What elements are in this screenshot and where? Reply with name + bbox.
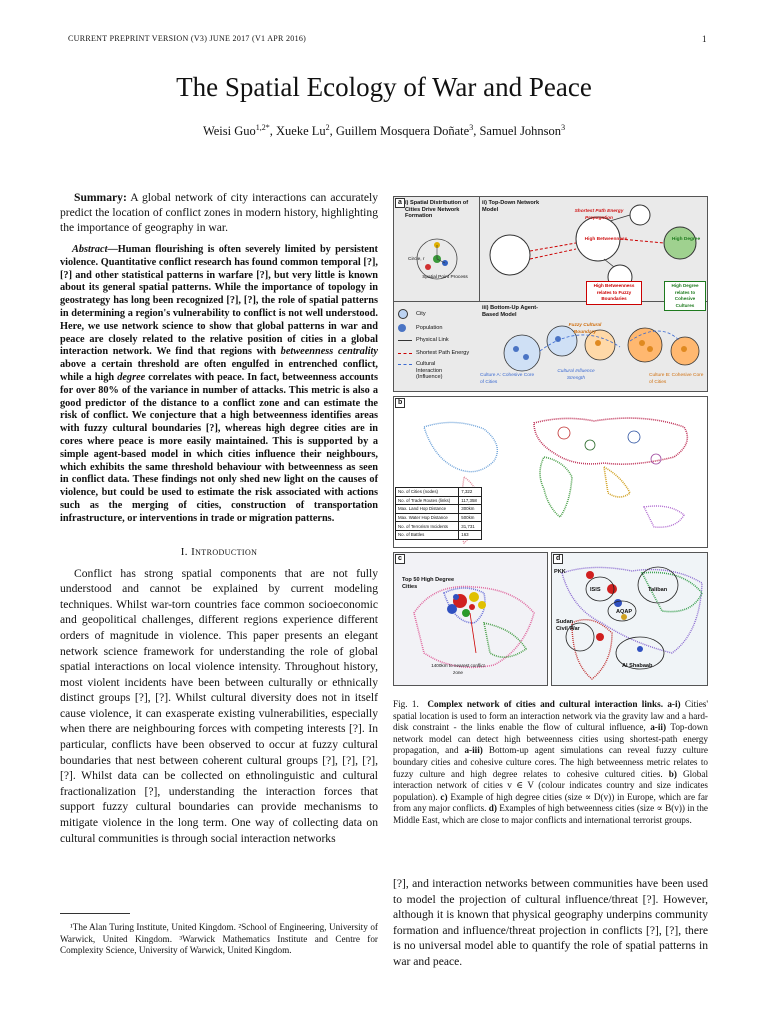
paper-title: The Spatial Ecology of War and Peace <box>176 72 592 102</box>
shortest-path-label: Shortest Path Energy Propagation <box>574 209 624 221</box>
culture-b-label: Culture B: Cohesive Core of Cities <box>649 373 704 385</box>
legend-physical-link: Physical Link <box>398 335 476 345</box>
intro-paragraph: Conflict has strong spatial components that are not fully understood and cannot be explained by current modeling techniques. Whilst war-torn countries face common socioeconomic and geopolitical challenges, different regions experience different orders of magnitude in violence. This paper presents an elegant network science framework for understanding the role of global spatial interactions on local violence intensity. Throughout history, most violent incidents have been between culturally or ethnically distinct groups [?], [?]. Whilst cultural diversity does not in itself cause violence, it can exasperate existing vulnerabilities, especially when there are neighbouring forces with competing interests [?]. In particular, conflicts have been observed to occur at fuzzy cultural boundaries that nest between coherent cultural groups [?], [?], [?], [?]. Whilst data can be collected on ethnolinguistic and cultural fractionalization [?], understanding the interaction forces that support fuzzy cultural boundaries can provide mechanisms to mitigate violence in the long term. One way of collecting data on cultural communities is through social interaction networks <box>60 566 378 845</box>
right-column-paragraph: [?], and interaction networks between communities have been used to model the projection of cultural influence/threat [?]. However, although it is known that physical geography underpins community formation and influence/threat projection in conflicts [?], [?], there is no universal model able to quantify the role of spatial patterns in war and peace. <box>393 877 708 968</box>
stats-row: No. of Cities (nodes) 7,322 <box>396 488 482 497</box>
al-shabaab-label: Al Shabaab <box>622 663 653 669</box>
stats-row: Max. Land Hop Distance 300km <box>396 505 482 514</box>
left-column <box>60 190 378 846</box>
legend-population: Population <box>398 321 476 335</box>
legend-city-icon <box>398 309 408 319</box>
distance-label: 1400km to nearest conflict zone <box>431 663 485 675</box>
legend-city: City <box>398 307 476 321</box>
isis-label: ISIS <box>590 587 601 593</box>
circle-label: Circle, r <box>408 257 425 262</box>
degree-cohesive-box: High Degree relates to Cohesive Cultures <box>664 281 706 311</box>
stats-row: Max. Water Hop Distance 500km <box>396 513 482 522</box>
aqap-label: AQAP <box>616 609 633 615</box>
stats-row: No. of Battles 163 <box>396 530 482 539</box>
high-betweenness-label: High Betweenness <box>584 237 628 242</box>
stats-row: No. of Terrorism Incidents 31,731 <box>396 522 482 531</box>
abstract-paragraph: Abstract—Human flourishing is often severely limited by persistent violence. Quantitative conflict research has found common temporal [?], [?] and other statistical patterns in warfare [?], but very little is known about its general spatial patterns. While the importance of topology in geostrategy has long been recognized [?], [?], the role of spatial patterns in determining a region's vulnerability to conflict is not well understood. Here, we use network science to show that global patterns in war and peace are closely related to the relative position of cities in a global interaction network. We find that regions with betweenness centrality above a certain threshold are often engulfed in entrenched conflict, while a high degree correlates with peace. In fact, betweenness accounts for over 80% of the variance in number of attacks. This metric is also a good predictor of the distance to a conflict zone and can estimate the risk of conflict. We conjecture that a high betweenness identifies areas with fuzzy cultural boundaries [?], whereas high degree cities are in cores where peace is more easily maintained. This is supported by a simple agent-based model in which cities influence their neighbours, which exhibits the same threshold behaviour with betweenness as seen in conflict data. These findings not only shed new light on the causes of violence, but could be used to estimate the risk associated with actions such as the merging of cities, construction of transportation infrastructure, or interventions in trade or migration patterns. <box>60 244 378 524</box>
figure-caption: Fig. 1. Complex network of cities and cultural interaction links. a-i) Cities' spatial location is used to form an interaction network via the gravity law and a hard-disk constraint - the links enable the flow of cultural influence, a-ii) Top-down network model can detect high betweenness cities using shortest-path energy propagation, and a-iii) Bottom-up agent simulations can reveal fuzzy culture boundary cities and cohesive culture cores. The high betweenness metric relates to fuzzy culture and high degree relates to cohesive cultured cities. b) Global interaction network of cities v ∈ V (colour indicates country and size indicates population). c) Example of high degree cities (size ∝ D(v)) in Europe, which are far from any major conflicts. d) Examples of high betweenness cities (size ∝ B(v)) in the Middle East, which are close to major conflicts and international terrorist groups. <box>393 699 709 825</box>
culture-a-label: Culture A: Cohesive Core of Cities <box>480 373 535 385</box>
legend-shortest-path-icon <box>398 353 412 354</box>
betweenness-fuzzy-box: High Betweenness relates to Fuzzy Boundaries <box>586 281 642 305</box>
figure-panel-b <box>393 396 708 548</box>
figure-panel-a <box>393 196 708 392</box>
legend-cultural-interaction-icon <box>398 364 412 365</box>
section-heading: I. Introduction <box>180 545 258 558</box>
top-50-cities-label: Top 50 High Degree Cities <box>402 577 455 590</box>
legend-physical-link-icon <box>398 340 412 341</box>
legend-population-icon <box>398 324 406 332</box>
footnote-rule <box>60 913 130 914</box>
figure-panel-c <box>393 552 548 686</box>
panel-a-sub-ii-title: ii) Top-Down Network Model <box>482 200 540 213</box>
panel-a-legend <box>398 307 476 381</box>
taliban-label: Taliban <box>648 587 668 593</box>
spatial-process-label: Spatial Point Process <box>422 275 468 280</box>
panel-d-letter: d <box>553 554 563 564</box>
panel-b-letter: b <box>395 398 405 408</box>
legend-cultural-interaction: Cultural Interaction (Influence) <box>398 361 476 381</box>
panel-c-letter: c <box>395 554 405 564</box>
cultural-influence-label: Cultural Influence Strength <box>557 369 595 381</box>
affiliation-footnote: ¹The Alan Turing Institute, United Kingdom. ²School of Engineering, University of Warwick, United Kingdom. ³Warwick Mathematics Institute and Centre for Complexity Science, University of Warwick, United Kingdom. <box>60 922 378 956</box>
summary-paragraph: Summary: A global network of city interactions can accurately predict the location of conflict zones in modern history, highlighting the importance of geography in war. <box>60 191 378 234</box>
author-list: Weisi Guo$^{1,2*}$, Xueke Lu$^2$, Guillem Mosquera Doñate$^3$, Samuel Johnson$^3$ <box>202 123 566 139</box>
panel-a-sub-i-title: i) Spatial Distribution of Cities Drive Network Formation <box>405 200 469 220</box>
figure-panel-d <box>551 552 708 686</box>
stats-row: No. of Trade Routes (links) 117,358 <box>396 496 482 505</box>
sudan-label: Sudan Civil War <box>556 619 580 632</box>
panel-a-sub-iii-title: iii) Bottom-Up Agent-Based Model <box>482 305 539 318</box>
fuzzy-cultural-label: Fuzzy Cultural Boundary <box>568 323 602 335</box>
legend-shortest-path: Shortest Path Energy <box>398 345 476 361</box>
running-header: CURRENT PREPRINT VERSION (V3) JUNE 2017 (V1 APR 2016) <box>68 34 307 43</box>
pkk-label: PKK <box>554 569 566 575</box>
page-number: 1 <box>702 34 707 44</box>
figure-1 <box>393 196 708 696</box>
high-degree-label: High Degree <box>671 237 701 242</box>
network-stats-table <box>395 487 482 540</box>
panel-a-letter: a <box>395 198 405 208</box>
